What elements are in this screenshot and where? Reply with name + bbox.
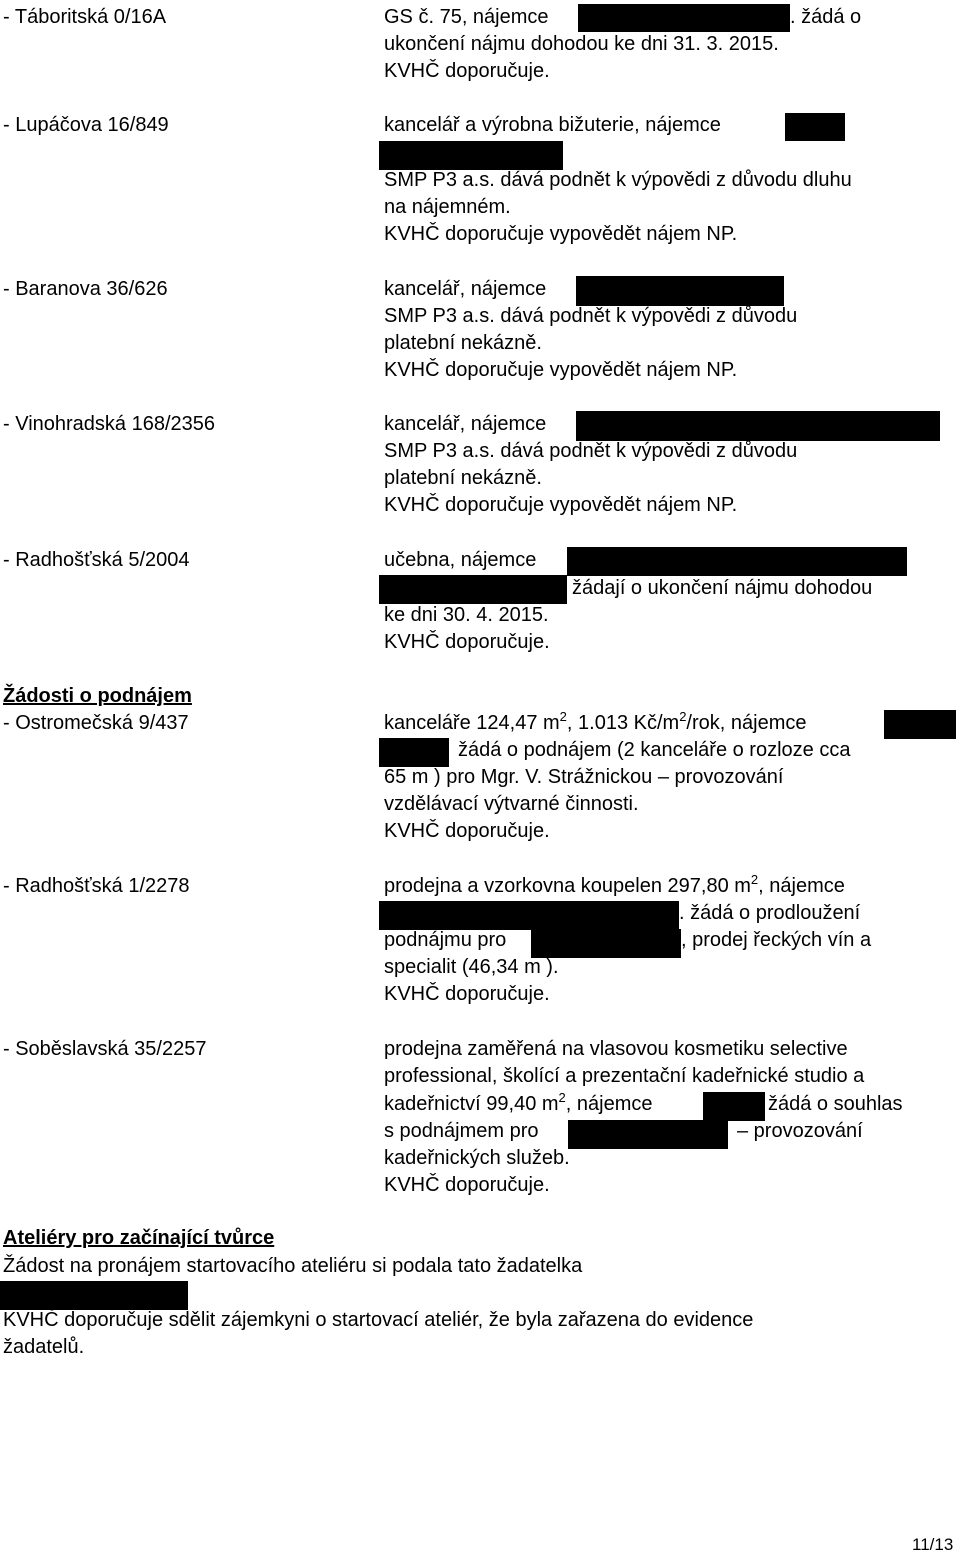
item-text: 65 m ) pro Mgr. V. Strážnickou – provozování: [384, 766, 784, 788]
item-text: , prodej řeckých vín a: [681, 929, 872, 951]
item-text: KVHČ doporučuje.: [384, 1174, 550, 1196]
item-text: . žádá o: [790, 6, 862, 28]
item-text: SMP P3 a.s. dává podnět k výpovědi z důvodu: [384, 440, 798, 462]
item-address: - Radhošťská 1/2278: [3, 875, 190, 897]
item-text: prodejna zaměřená na vlasovou kosmetiku selective: [384, 1038, 848, 1060]
item-text: KVHČ doporučuje.: [384, 631, 550, 653]
item-address: - Baranova 36/626: [3, 278, 168, 300]
item-text: kadeřnictví 99,40 $m^2$, nájemce: [384, 1090, 653, 1115]
redaction-bar: [568, 1120, 728, 1149]
redaction-bar: [379, 575, 567, 604]
page-number: 11/13: [912, 1535, 954, 1554]
item-address: - Ostromečská 9/437: [3, 712, 189, 734]
item-text: KVHČ doporučuje vypovědět nájem NP.: [384, 359, 738, 381]
item-text: professional, školící a prezentační kadeřnické studio a: [384, 1065, 865, 1087]
item-text: KVHČ doporučuje.: [384, 820, 550, 842]
item-text: podnájmu pro: [384, 929, 507, 951]
item-text: platební nekázně.: [384, 332, 542, 354]
item-text: KVHČ doporučuje.: [384, 60, 550, 82]
item-text: kancelář, nájemce: [384, 278, 547, 300]
item-text: kadeřnických služeb.: [384, 1147, 570, 1169]
item-text: specialit (46,34 m ).: [384, 956, 559, 978]
item-text: žádá o souhlas: [768, 1093, 903, 1115]
item-text: učebna, nájemce: [384, 549, 537, 571]
section-heading: Žádosti o podnájem: [3, 685, 192, 707]
item-text: vzdělávací výtvarné činnosti.: [384, 793, 639, 815]
item-text: SMP P3 a.s. dává podnět k výpovědi z důvodu dluhu: [384, 169, 852, 191]
redaction-bar: [379, 901, 679, 930]
item-text: ukončení nájmu dohodou ke dni 31. 3. 2015.: [384, 33, 779, 55]
redaction-bar: [0, 1281, 188, 1310]
section-text: KVHČ doporučuje sdělit zájemkyni o startovací ateliér, že byla zařazena do evidence: [3, 1309, 754, 1331]
item-text: – provozování: [737, 1120, 863, 1142]
section-heading: Ateliéry pro začínající tvůrce: [3, 1227, 275, 1249]
item-text: KVHČ doporučuje vypovědět nájem NP.: [384, 494, 738, 516]
item-text: ke dni 30. 4. 2015.: [384, 604, 549, 626]
item-text: žádají o ukončení nájmu dohodou: [572, 577, 873, 599]
redaction-bar: [703, 1092, 765, 1121]
section-text: žadatelů.: [3, 1336, 85, 1358]
item-address: - Radhošťská 5/2004: [3, 549, 190, 571]
redaction-bar: [576, 411, 940, 441]
item-text: žádá o podnájem (2 kanceláře o rozloze cca: [458, 739, 851, 761]
redaction-bar: [578, 4, 790, 32]
item-text: . žádá o prodloužení: [679, 902, 861, 924]
redaction-bar: [567, 547, 907, 576]
redaction-bar: [379, 141, 563, 170]
redaction-bar: [379, 738, 449, 767]
item-address: - Soběslavská 35/2257: [3, 1038, 207, 1060]
item-address: - Táboritská 0/16A: [3, 6, 167, 28]
redaction-bar: [576, 276, 784, 306]
item-text: s podnájmem pro: [384, 1120, 539, 1142]
item-text: KVHČ doporučuje vypovědět nájem NP.: [384, 223, 738, 245]
redaction-bar: [785, 113, 845, 141]
item-text: GS č. 75, nájemce: [384, 6, 549, 28]
item-text: kancelář, nájemce: [384, 413, 547, 435]
item-address: - Vinohradská 168/2356: [3, 413, 216, 435]
item-text: platební nekázně.: [384, 467, 542, 489]
section-text: Žádost na pronájem startovacího ateliéru si podala tato žadatelka: [3, 1255, 583, 1277]
item-text: KVHČ doporučuje.: [384, 983, 550, 1005]
item-text: kanceláře 124,47 $m^2$, 1.013 $Kč/m^2$/rok, nájemce: [384, 709, 807, 734]
item-text: na nájemném.: [384, 196, 511, 218]
redaction-bar: [884, 710, 956, 739]
item-text: prodejna a vzorkovna koupelen 297,80 $m^2$, nájemce: [384, 872, 845, 897]
item-text: kancelář a výrobna bižuterie, nájemce: [384, 114, 721, 136]
item-address: - Lupáčova 16/849: [3, 114, 169, 136]
item-text: SMP P3 a.s. dává podnět k výpovědi z důvodu: [384, 305, 798, 327]
